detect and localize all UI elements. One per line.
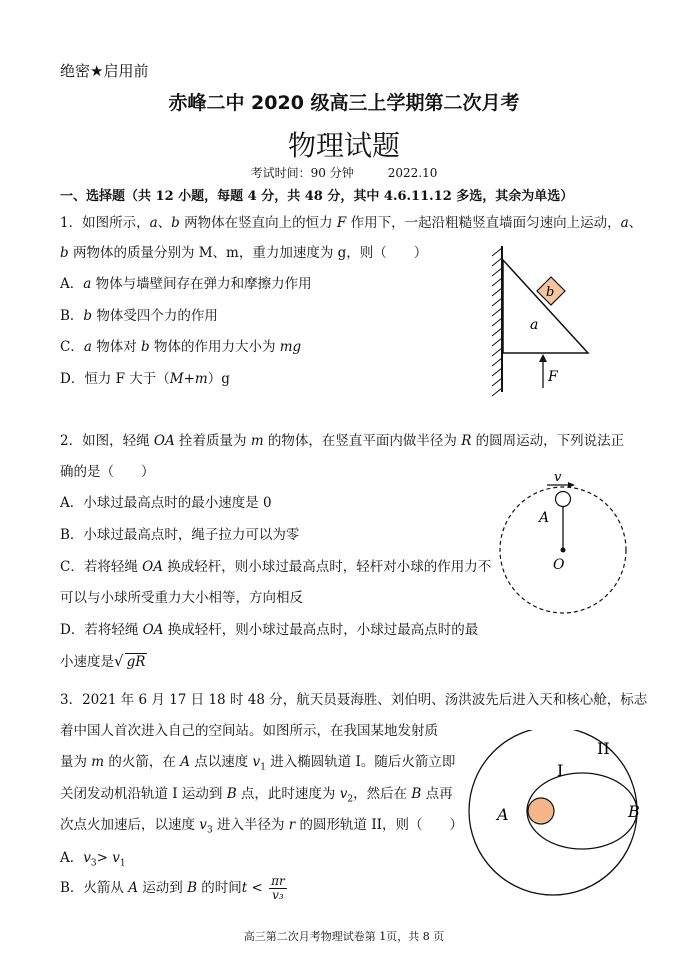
q2-option-c-line1: C．若将轻绳 OA 换成轻杆，则小球过最高点时，轻杆对小球的作用力不 xyxy=(60,559,492,575)
label-a: a xyxy=(530,317,539,333)
label-b: b xyxy=(546,285,555,300)
q1-option-b: B．b 物体受四个力的作用 xyxy=(60,308,218,324)
q3-stem-line3: 量为 m 的火箭，在 A 点以速度 $v_1$ 进入椭圆轨道 I。随后火箭立即 xyxy=(60,754,456,773)
subject-title: 物理试题 xyxy=(287,129,400,162)
label-II: II xyxy=(597,739,610,758)
q3-option-b: B．火箭从 A 运动到 B 的时间t < $\frac{\pi r}{\text{v₃}}$ xyxy=(60,874,285,902)
ball xyxy=(556,492,571,507)
q3-option-a: A．$v_3> v_1$ xyxy=(60,850,126,869)
label-A: A xyxy=(539,510,550,526)
wedge-a xyxy=(503,260,588,353)
q3-stem-line4: 关闭发动机沿轨道 I 运动到 B 点，此时速度为 $v_2$，然后在 B 点再 xyxy=(60,786,453,805)
q2-option-d-line1: D．若将轻绳 OA 换成轻杆，则小球过最高点时，小球过最高点时的最 xyxy=(60,622,479,638)
q3-figure xyxy=(465,730,655,910)
label-v: v xyxy=(554,470,562,485)
page-footer: 高三第二次月考物理试卷第 1页，共 8 页 xyxy=(243,930,445,943)
q2-stem-line1: 2．如图，轻绳 OA 拴着质量为 m 的物体，在竖直平面内做半径为 R 的圆周运动，下列说法正 xyxy=(60,433,625,449)
section-heading: 一、选择题（共 12 小题，每题 4 分，共 48 分，其中 4.6.11.12 多选，其余为单选） xyxy=(60,189,574,204)
wall-hatching xyxy=(492,248,502,396)
q1-stem-line2: b 两物体的质量分别为 M、m，重力加速度为 g，则（ ） xyxy=(60,245,428,261)
q3-stem-line1: 3．2021 年 6 月 17 日 18 时 48 分，航天员聂海胜、刘伯明、汤洪波先后进入天和核心舱，标志 xyxy=(60,692,648,708)
q1-option-a: A．a 物体与墙壁间存在弹力和摩擦力作用 xyxy=(60,276,312,292)
q3-stem-line5: 次点火加速后，以速度 $v_3$ 进入半径为 r 的圆形轨道 II，则（ ） xyxy=(60,817,463,836)
label-A: A xyxy=(497,805,509,824)
q2-figure xyxy=(495,470,635,620)
q2-option-a: A．小球过最高点时的最小速度是 0 xyxy=(60,495,272,511)
q1-figure xyxy=(480,238,600,398)
q1-option-c: C．a 物体对 b 物体的作用力大小为 mg xyxy=(60,339,302,355)
label-B: B xyxy=(628,802,640,821)
q2-stem-line2: 确的是（ ） xyxy=(60,464,155,480)
time-fraction: $\frac{\pi r}{\text{v₃}}$ xyxy=(271,874,285,902)
q3-stem-line2: 着中国人首次进入自己的空间站。如图所示，在我国某地发射质 xyxy=(60,723,438,739)
exam-time: 考试时间：90 分钟 xyxy=(250,166,354,180)
label-O: O xyxy=(553,557,565,573)
q1-stem-line1: 1．如图所示，a、b 两物体在竖直向上的恒力 F 作用下，一起沿粗糙竖直墙面匀速向上运动，a、 xyxy=(60,215,643,231)
force-arrowhead xyxy=(539,354,547,362)
exam-info xyxy=(0,164,688,181)
exam-date: 2022.10 xyxy=(387,166,438,180)
q1-option-d: D．恒力 F 大于（M+m）g xyxy=(60,371,230,387)
earth xyxy=(528,798,554,824)
q2-option-c-line2: 可以与小球所受重力大小相等，方向相反 xyxy=(60,590,303,606)
label-F: F xyxy=(548,369,558,385)
center-O xyxy=(561,548,566,553)
school-exam-title: 赤峰二中 2020 级高三上学期第二次月考 xyxy=(168,92,520,114)
q2-option-b: B．小球过最高点时，绳子拉力可以为零 xyxy=(60,527,300,543)
q2-option-d-line2: 小速度是√ gR xyxy=(60,652,146,670)
confidential-label: 绝密★启用前 xyxy=(60,62,149,80)
label-I: I xyxy=(557,761,564,780)
